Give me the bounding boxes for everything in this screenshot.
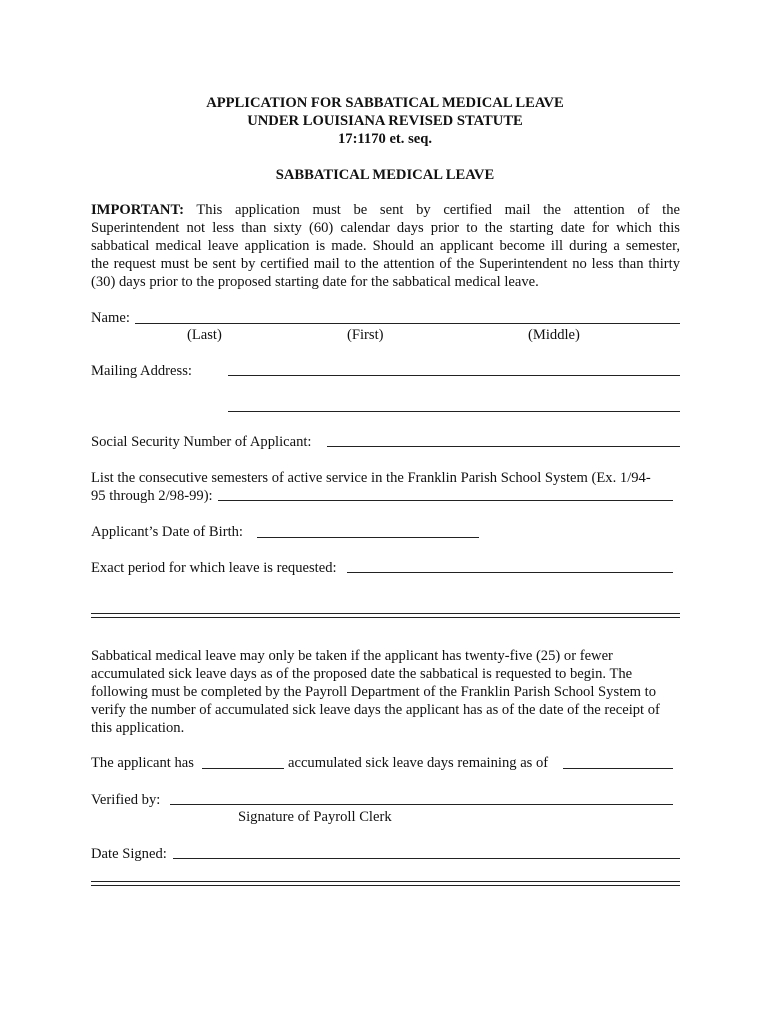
bottom-divider [91,881,680,886]
title-line-1: APPLICATION FOR SABBATICAL MEDICAL LEAVE [206,95,564,111]
title-line-2: UNDER LOUISIANA REVISED STATUTE [247,113,523,129]
payroll-line-2: accumulated sick leave days as of the proposed date the sabbatical is requested to begin. The [91,666,633,682]
applicant-has-label: The applicant has [91,755,194,771]
important-line-3: sabbatical medical leave application is made. Should an applicant become ill during a semester, [91,238,680,254]
semesters-label-line-2: 95 through 2/98-99): [91,488,213,504]
payroll-paragraph [91,647,680,737]
dob-field[interactable] [257,537,479,538]
dob-label: Applicant’s Date of Birth: [91,524,243,540]
name-label: Name: [91,310,130,326]
mailing-address-label: Mailing Address: [91,363,192,379]
semesters-label-line-1: List the consecutive semesters of active service in the Franklin Parish School System (Ex. 1/94- [91,470,651,486]
ssn-field[interactable] [327,446,680,447]
mailing-address-field-1[interactable] [228,375,680,376]
verified-by-label: Verified by: [91,792,161,808]
name-first-caption: (First) [347,327,384,343]
payroll-line-4: verify the number of accumulated sick leave days the applicant has as of the date of the receipt of [91,702,660,718]
semesters-field[interactable] [218,500,673,501]
important-line-1: IMPORTANT: This application must be sent by certified mail the attention of the [91,202,680,218]
as-of-date-field[interactable] [563,768,673,769]
important-label: IMPORTANT: [91,202,184,218]
mailing-address-field-2[interactable] [228,411,680,412]
ssn-label: Social Security Number of Applicant: [91,434,312,450]
section-divider [91,613,680,618]
name-middle-caption: (Middle) [528,327,580,343]
payroll-line-5: this application. [91,720,185,736]
important-line-2: Superintendent not less than sixty (60) calendar days prior to the starting date for which this [91,220,680,236]
important-line-4: the request must be sent by certified mail to the attention of the Superintendent no less than thirty [91,256,680,272]
payroll-line-1: Sabbatical medical leave may only be taken if the applicant has twenty-five (25) or fewer [91,648,613,664]
remaining-as-of-label: accumulated sick leave days remaining as of [288,755,549,771]
date-signed-field[interactable] [173,858,680,859]
date-signed-label: Date Signed: [91,846,167,862]
verified-by-field[interactable] [170,804,673,805]
important-line-5: (30) days prior to the proposed starting date for the sabbatical medical leave. [91,274,539,290]
sick-days-field[interactable] [202,768,284,769]
name-field[interactable] [135,323,680,324]
signature-caption: Signature of Payroll Clerk [238,809,392,825]
title-line-3: 17:1170 et. seq. [337,131,433,147]
payroll-line-3: following must be completed by the Payroll Department of the Franklin Parish School System to [91,684,657,700]
subtitle: SABBATICAL MEDICAL LEAVE [275,167,495,183]
important-paragraph [91,201,680,291]
name-last-caption: (Last) [187,327,222,343]
leave-period-label: Exact period for which leave is requested: [91,560,337,576]
leave-period-field[interactable] [347,572,673,573]
